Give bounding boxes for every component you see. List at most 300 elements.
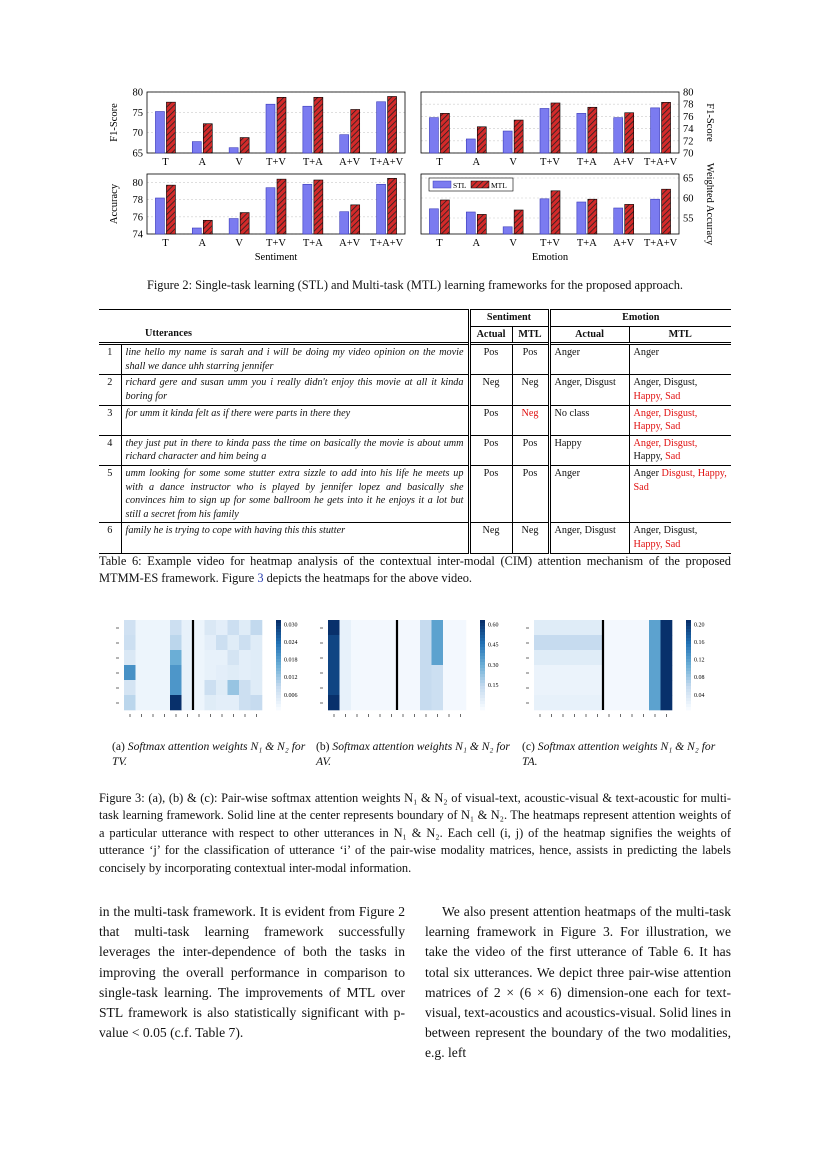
- heatmap-cell: [147, 635, 159, 650]
- heatmap-cell: [626, 635, 638, 650]
- colorbar-segment: [276, 671, 281, 674]
- x-tick-label: T+A+V: [643, 238, 678, 249]
- heatmap-cell: [328, 650, 340, 665]
- heatmap-cell: [159, 695, 171, 710]
- bar-mtl: [351, 205, 360, 234]
- heatmap-cell: [205, 665, 217, 680]
- heatmap-cell: [374, 665, 386, 680]
- heatmap-cell: [328, 680, 340, 695]
- heatmap-cell: [592, 620, 604, 635]
- colorbar-segment: [686, 644, 691, 647]
- bar-stl: [466, 212, 475, 234]
- heatmap-cell: [661, 635, 673, 650]
- bar-stl: [340, 212, 349, 234]
- mispredicted-label: Happy, Sad: [633, 538, 681, 550]
- colorbar-segment: [480, 641, 485, 644]
- colorbar-segment: [480, 677, 485, 680]
- colorbar-segment: [276, 704, 281, 707]
- plot-frame: [147, 174, 405, 234]
- heatmap-cell: [649, 695, 661, 710]
- heatmap-cell: [432, 680, 444, 695]
- mispredicted-label: Sad: [665, 451, 681, 463]
- x-tick-label: A+V: [339, 238, 361, 249]
- colorbar-segment: [276, 686, 281, 689]
- y-tick-label: 80: [683, 87, 694, 99]
- y-axis-label: F1-Score: [704, 103, 715, 142]
- row-number: 5: [107, 467, 113, 479]
- colorbar-segment: [276, 641, 281, 644]
- colorbar-segment: [276, 623, 281, 626]
- bar-mtl: [625, 204, 634, 234]
- header-sentiment-mtl: MTL: [512, 326, 549, 344]
- bar-mtl: [551, 103, 560, 153]
- legend-label-mtl: MTL: [491, 181, 507, 190]
- colorbar-segment: [276, 668, 281, 671]
- heatmap-cell: [638, 620, 650, 635]
- heatmap-cell: [615, 620, 627, 635]
- table-row: [99, 523, 731, 553]
- figure-3-caption: Figure 3: (a), (b) & (c): Pair-wise softmax attention weights N₁ & N₂ of visual-text, acoustic-visual & text-acoustic for multi-task learning framework. Solid line at the center represents boundary of N₁ & N₂. The heatmaps represent attention weights of a particular utterance with respect to other utterances in N₁ & N₂. Each cell (i, j) of the heatmap signifies the weights of utterance ‘j’ for the classification of utterance ‘i’ of the pair-wise modality matrices, hence, assists in predicting the labels concisely by incorporating contextual inter-modal information.: [99, 791, 731, 875]
- heatmap-cell: [397, 650, 409, 665]
- y-tick-label: 72: [683, 136, 694, 148]
- bar-mtl: [314, 180, 323, 234]
- bar-stl: [229, 148, 238, 153]
- heatmap-cell: [569, 680, 581, 695]
- heatmap-cell: [351, 620, 363, 635]
- sentiment-actual: Neg: [469, 375, 512, 405]
- colorbar-segment: [686, 650, 691, 653]
- predicted-label: Anger: [633, 467, 662, 479]
- x-tick-label: V: [235, 157, 243, 168]
- bar-stl: [377, 102, 386, 153]
- heatmap-cell: [580, 620, 592, 635]
- colorbar-tick-label: 0.012: [284, 675, 298, 682]
- heatmap-cell: [170, 680, 182, 695]
- chart-panel-0: [109, 88, 405, 169]
- heatmap-cell: [626, 620, 638, 635]
- body-left-column: in the multi-task framework. It is evident from Figure 2 that multi-task learning framework successfully leverages the inter-dependence of both the tasks in improving the overall performance in comparison to single-task learning. The improvements of MTL over STL framework is also statistically significant with p-value < 0.05 (c.f. Table 7).: [99, 904, 405, 1041]
- heatmap-cell: [159, 680, 171, 695]
- heatmap-cell: [228, 650, 240, 665]
- sentiment-mtl: Neg: [512, 405, 549, 435]
- heatmap-cell: [136, 680, 148, 695]
- heatmap-cell: [216, 650, 228, 665]
- heatmap-cell: [340, 635, 352, 650]
- heatmap-cell: [386, 635, 398, 650]
- heatmap-cell: [546, 665, 558, 680]
- heatmap-cell: [328, 695, 340, 710]
- heatmap-cell: [397, 695, 409, 710]
- header-emotion: Emotion: [549, 310, 731, 327]
- heatmap-cell: [205, 695, 217, 710]
- heatmap-cell: [386, 695, 398, 710]
- colorbar-segment: [480, 668, 485, 671]
- bar-stl: [540, 199, 549, 234]
- chart-panel-2: [109, 174, 405, 249]
- colorbar-segment: [480, 629, 485, 632]
- plot-frame: [421, 92, 679, 153]
- colorbar-segment: [276, 701, 281, 704]
- heatmap-cell: [626, 695, 638, 710]
- heatmap-cell: [661, 695, 673, 710]
- heatmap-cell: [649, 635, 661, 650]
- heatmap-cell: [216, 620, 228, 635]
- bar-mtl: [625, 113, 634, 153]
- colorbar-segment: [686, 635, 691, 638]
- heatmap-cell: [193, 650, 205, 665]
- x-tick-label: T+V: [540, 157, 560, 168]
- heatmap-cell: [649, 620, 661, 635]
- heatmap-cell: [147, 665, 159, 680]
- heatmap-cell: [216, 665, 228, 680]
- heatmap-cell: [409, 665, 421, 680]
- colorbar-segment: [276, 620, 281, 623]
- colorbar-segment: [276, 692, 281, 695]
- colorbar-segment: [686, 689, 691, 692]
- x-tick-label: T: [436, 157, 443, 168]
- colorbar-segment: [276, 674, 281, 677]
- colorbar-segment: [276, 677, 281, 680]
- colorbar-segment: [480, 692, 485, 695]
- heatmap-cell: [147, 695, 159, 710]
- bar-stl: [155, 198, 164, 234]
- table-6: [99, 309, 731, 554]
- heatmap-cell: [580, 665, 592, 680]
- colorbar-segment: [480, 644, 485, 647]
- heatmap-cell: [251, 665, 263, 680]
- header-emotion-actual: Actual: [549, 326, 629, 344]
- colorbar-segment: [686, 638, 691, 641]
- heatmap-cell: [409, 695, 421, 710]
- heatmap-cell: [124, 665, 136, 680]
- heatmap-cell: [351, 680, 363, 695]
- heatmap-ta: [526, 620, 705, 717]
- sentiment-actual: Pos: [469, 465, 512, 522]
- colorbar-segment: [276, 626, 281, 629]
- colorbar-segment: [480, 647, 485, 650]
- heatmap-cell: [340, 665, 352, 680]
- colorbar-segment: [686, 671, 691, 674]
- colorbar-segment: [480, 698, 485, 701]
- colorbar: [686, 620, 705, 710]
- heatmap-cell: [569, 635, 581, 650]
- heatmap-cell: [649, 665, 661, 680]
- heatmap-cell: [420, 620, 432, 635]
- colorbar-segment: [276, 647, 281, 650]
- colorbar-segment: [276, 683, 281, 686]
- colorbar-segment: [686, 641, 691, 644]
- heatmap-cell: [432, 665, 444, 680]
- heatmap-cell: [386, 665, 398, 680]
- x-tick-label: T+A+V: [369, 238, 404, 249]
- heatmap-cell: [193, 680, 205, 695]
- colorbar-segment: [276, 680, 281, 683]
- heatmap-cell: [592, 665, 604, 680]
- heatmap-cell: [661, 620, 673, 635]
- emotion-mtl: [629, 435, 731, 465]
- colorbar: [276, 620, 298, 710]
- y-tick-label: 75: [132, 107, 143, 119]
- heatmap-tv: [116, 620, 298, 717]
- bar-mtl: [514, 210, 523, 234]
- x-tick-label: T: [436, 238, 443, 249]
- heatmap-cell: [534, 665, 546, 680]
- heatmap-cell: [592, 680, 604, 695]
- y-tick-label: 65: [683, 173, 694, 185]
- heatmap-cell: [228, 635, 240, 650]
- bar-stl: [651, 108, 660, 153]
- heatmap-cell: [592, 695, 604, 710]
- heatmap-cell: [432, 620, 444, 635]
- bar-mtl: [166, 102, 175, 153]
- colorbar-segment: [480, 671, 485, 674]
- colorbar-segment: [276, 662, 281, 665]
- row-number: 3: [107, 407, 113, 419]
- x-tick-label: T: [162, 157, 169, 168]
- colorbar-segment: [686, 707, 691, 710]
- heatmap-cell: [159, 620, 171, 635]
- colorbar-tick-label: 0.16: [694, 640, 705, 647]
- heatmap-cell: [557, 695, 569, 710]
- heatmap-cell: [432, 650, 444, 665]
- bar-mtl: [203, 124, 212, 153]
- heatmap-cell: [626, 680, 638, 695]
- heatmap-cell: [534, 635, 546, 650]
- colorbar-segment: [686, 674, 691, 677]
- colorbar-segment: [480, 674, 485, 677]
- heatmap-cell: [534, 695, 546, 710]
- colorbar-tick-label: 0.12: [694, 657, 705, 664]
- heatmap-cell: [170, 695, 182, 710]
- heatmap-cell: [182, 620, 194, 635]
- bar-mtl: [477, 127, 486, 153]
- heatmap-cell: [147, 650, 159, 665]
- heatmap-cell: [626, 665, 638, 680]
- heatmap-cell: [603, 650, 615, 665]
- emotion-actual: Anger, Disgust: [549, 375, 629, 405]
- heatmap-cell: [328, 620, 340, 635]
- bar-stl: [577, 113, 586, 153]
- bar-stl: [503, 131, 512, 153]
- emotion-actual: Anger: [549, 465, 629, 522]
- heatmap-cell: [661, 665, 673, 680]
- heatmap-cell: [147, 680, 159, 695]
- heatmap-cell: [351, 650, 363, 665]
- predicted-label: Anger: [633, 347, 659, 359]
- heatmap-cell: [340, 620, 352, 635]
- y-tick-label: 74: [132, 229, 143, 241]
- heatmap-cell: [239, 695, 251, 710]
- chart-panel-1: [421, 88, 715, 169]
- colorbar-segment: [480, 686, 485, 689]
- x-tick-label: T+V: [540, 238, 560, 249]
- heatmap-cell: [374, 620, 386, 635]
- heatmap-cell: [363, 650, 375, 665]
- x-tick-label: T+V: [266, 157, 286, 168]
- table-row: [99, 375, 731, 405]
- chart-panel-3: [421, 163, 715, 249]
- colorbar-segment: [686, 620, 691, 623]
- x-tick-label: V: [509, 157, 517, 168]
- subcaption-a: (a) Softmax attention weights N₁ & N₂ for TV.: [112, 740, 306, 768]
- colorbar-segment: [276, 665, 281, 668]
- y-tick-label: 70: [683, 148, 694, 160]
- sentiment-actual: Pos: [469, 405, 512, 435]
- utterance-text: richard gere and susan umm you i really didn't enjoy this movie at all it kinda boring for: [121, 375, 469, 405]
- heatmap-cell: [557, 620, 569, 635]
- heatmap-cell: [615, 650, 627, 665]
- colorbar-tick-label: 0.04: [694, 692, 705, 699]
- heatmap-cell: [328, 635, 340, 650]
- bar-stl: [466, 139, 475, 153]
- heatmap-cell: [443, 680, 455, 695]
- colorbar-segment: [480, 653, 485, 656]
- heatmap-cell: [432, 695, 444, 710]
- heatmap-cell: [363, 695, 375, 710]
- emotion-mtl: [629, 344, 731, 375]
- emotion-mtl: [629, 465, 731, 522]
- y-tick-label: 78: [683, 99, 694, 111]
- x-tick-label: A: [198, 238, 207, 249]
- heatmap-cell: [557, 650, 569, 665]
- figure-3-heatmaps: [110, 615, 730, 735]
- bar-mtl: [166, 185, 175, 234]
- colorbar-segment: [480, 701, 485, 704]
- x-tick-label: T+V: [266, 238, 286, 249]
- y-tick-label: 80: [132, 87, 143, 99]
- table-row: [99, 465, 731, 522]
- colorbar-segment: [276, 707, 281, 710]
- heatmap-cell: [443, 620, 455, 635]
- x-tick-label: A+V: [339, 157, 361, 168]
- heatmap-cell: [239, 680, 251, 695]
- bar-mtl: [551, 191, 560, 234]
- colorbar-segment: [480, 626, 485, 629]
- heatmap-cell: [251, 620, 263, 635]
- x-tick-label: A: [472, 238, 481, 249]
- emotion-actual: Anger: [549, 344, 629, 375]
- x-tick-label: T+A+V: [643, 157, 678, 168]
- heatmap-cell: [136, 695, 148, 710]
- bar-stl: [192, 142, 201, 153]
- heatmap-cell: [363, 680, 375, 695]
- heatmap-cell: [638, 680, 650, 695]
- colorbar-segment: [686, 686, 691, 689]
- colorbar-tick-label: 0.45: [488, 642, 499, 649]
- heatmap-cell: [136, 620, 148, 635]
- heatmap-cell: [386, 620, 398, 635]
- colorbar-segment: [686, 656, 691, 659]
- heatmap-cell: [124, 650, 136, 665]
- heatmap-cell: [455, 665, 467, 680]
- colorbar-segment: [276, 638, 281, 641]
- heatmap-cell: [374, 635, 386, 650]
- colorbar-segment: [276, 644, 281, 647]
- colorbar-segment: [276, 632, 281, 635]
- colorbar-segment: [276, 650, 281, 653]
- heatmap-cell: [455, 650, 467, 665]
- heatmap-cell: [569, 665, 581, 680]
- heatmap-cell: [546, 680, 558, 695]
- emotion-actual: Anger, Disgust: [549, 523, 629, 553]
- x-tick-label: T+A+V: [369, 157, 404, 168]
- heatmap-cell: [340, 650, 352, 665]
- colorbar-segment: [480, 620, 485, 623]
- legend-label-stl: STL: [453, 181, 467, 190]
- heatmap-cell: [409, 650, 421, 665]
- heatmap-cell: [228, 665, 240, 680]
- colorbar-segment: [686, 653, 691, 656]
- colorbar-segment: [686, 668, 691, 671]
- colorbar-segment: [480, 656, 485, 659]
- colorbar-segment: [686, 623, 691, 626]
- bar-stl: [651, 199, 660, 234]
- sentiment-actual: Neg: [469, 523, 512, 553]
- heatmap-cell: [182, 635, 194, 650]
- colorbar-segment: [480, 683, 485, 686]
- header-emotion-mtl: MTL: [629, 326, 731, 344]
- colorbar-tick-label: 0.024: [284, 640, 298, 647]
- utterance-text: line hello my name is sarah and i will be doing my video opinion on the movie shall we dance uhh starring jennifer: [121, 344, 469, 375]
- heatmap-cell: [374, 650, 386, 665]
- heatmap-cell: [136, 665, 148, 680]
- sentiment-mtl: Neg: [512, 375, 549, 405]
- emotion-mtl: [629, 405, 731, 435]
- heatmap-cell: [239, 620, 251, 635]
- x-tick-label: A+V: [613, 157, 635, 168]
- colorbar-segment: [686, 626, 691, 629]
- heatmap-cell: [409, 680, 421, 695]
- colorbar-segment: [686, 632, 691, 635]
- bar-stl: [303, 184, 312, 234]
- mispredicted-label: Anger, Disgust,: [633, 437, 698, 449]
- x-tick-label: T+A: [302, 157, 323, 168]
- heatmap-cell: [182, 695, 194, 710]
- colorbar-segment: [276, 656, 281, 659]
- y-tick-label: 80: [132, 178, 143, 190]
- x-tick-label: V: [235, 238, 243, 249]
- colorbar-segment: [276, 653, 281, 656]
- colorbar-tick-label: 0.006: [284, 692, 298, 699]
- colorbar-segment: [276, 635, 281, 638]
- heatmap-cell: [228, 680, 240, 695]
- x-tick-label: T+A: [302, 238, 323, 249]
- heatmap-cell: [615, 695, 627, 710]
- legend-swatch-mtl: [471, 181, 489, 188]
- bar-mtl: [440, 113, 449, 153]
- heatmap-cell: [455, 695, 467, 710]
- heatmap-cell: [351, 635, 363, 650]
- heatmap-cell: [182, 680, 194, 695]
- colorbar-segment: [686, 683, 691, 686]
- heatmap-cell: [351, 665, 363, 680]
- bar-stl: [614, 118, 623, 153]
- figure-3-ref[interactable]: 3: [257, 571, 264, 585]
- sentiment-actual: Pos: [469, 435, 512, 465]
- colorbar-segment: [480, 680, 485, 683]
- y-tick-label: 55: [683, 213, 694, 225]
- bar-stl: [266, 104, 275, 153]
- heatmap-cell: [580, 635, 592, 650]
- heatmap-cell: [580, 680, 592, 695]
- colorbar-segment: [480, 695, 485, 698]
- table-6-caption: Table 6: Example video for heatmap analysis of the contextual inter-modal (CIM) attention mechanism of the proposed MTMM-ES framework. Figure 3 depicts the heatmaps for the above video.: [99, 554, 731, 585]
- heatmap-cell: [534, 650, 546, 665]
- heatmap-cell: [124, 620, 136, 635]
- y-tick-label: 78: [132, 195, 143, 207]
- heatmap-cell: [626, 650, 638, 665]
- bar-mtl: [588, 107, 597, 153]
